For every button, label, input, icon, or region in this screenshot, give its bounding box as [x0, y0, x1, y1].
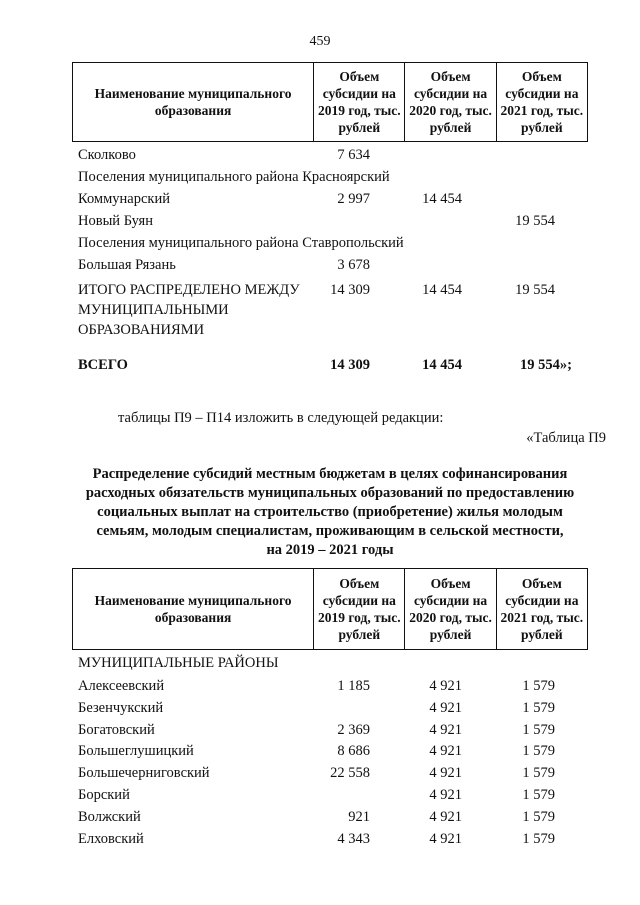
row-2021: 1 579 [522, 678, 555, 694]
row-2020: 4 921 [429, 765, 462, 782]
row-2019: 921 [348, 808, 370, 825]
table-row [78, 676, 588, 698]
title-line-3: социальных выплат на строительство (приобретение) жилья молодым [97, 504, 563, 520]
header-name: Наименование муниципального образования [73, 63, 314, 142]
total-2019: 14 309 [330, 282, 370, 298]
table-row [78, 720, 588, 742]
grand-total-2019: 14 309 [330, 357, 370, 373]
header-2021: Объем субсидии на 2021 год, тыс. рублей [496, 63, 587, 142]
row-name: Борский [78, 787, 130, 803]
row-2021: 1 579 [522, 808, 555, 825]
row-2020: 14 454 [422, 191, 462, 207]
page-number: 459 [309, 34, 331, 49]
row-2020: 4 921 [429, 743, 462, 760]
row-name: Алексеевский [78, 678, 165, 694]
table-row [78, 211, 588, 233]
total-values [78, 280, 588, 302]
total-2020: 14 454 [422, 282, 462, 298]
row-2019: 3 678 [337, 257, 370, 273]
section-label: МУНИЦИПАЛЬНЫЕ РАЙОНЫ [78, 655, 279, 671]
title-line-4: семьям, молодым специалистам, проживающим в сельской местности, [96, 523, 564, 539]
row-2021: 19 554 [515, 213, 555, 229]
row-name: Елховский [78, 830, 144, 847]
row-2021: 1 579 [522, 721, 555, 738]
header-2019: Объем субсидии на 2019 год, тыс. рублей [314, 569, 405, 650]
amendment-paragraph: таблицы П9 – П14 изложить в следующей редакции: [118, 410, 444, 426]
table-row [78, 741, 588, 763]
table-row [78, 255, 588, 277]
row-name: Большечерниговский [78, 765, 210, 782]
row-2019: 22 558 [330, 765, 370, 782]
row-2021: 1 579 [522, 830, 555, 847]
row-2019: 4 343 [337, 830, 370, 847]
row-2021: 1 579 [522, 743, 555, 760]
table-row [78, 698, 588, 720]
row-2020: 4 921 [429, 699, 462, 716]
row-name: Коммунарский [78, 191, 170, 207]
total-line-2: МУНИЦИПАЛЬНЫМИ [78, 302, 229, 318]
table-title [72, 465, 588, 560]
title-line-2: расходных обязательств муниципальных образований по предоставлению [85, 485, 575, 501]
row-2020: 4 921 [429, 830, 462, 847]
row-name: Волжский [78, 808, 141, 825]
total-line-1: ИТОГО РАСПРЕДЕЛЕНО МЕЖДУ [78, 282, 300, 298]
total-2021: 19 554 [515, 282, 555, 298]
table-row [78, 785, 588, 807]
table-row [78, 233, 588, 255]
grand-total-label: ВСЕГО [78, 357, 128, 373]
header-2021: Объем субсидии на 2021 год, тыс. рублей [496, 569, 587, 650]
table-row [78, 829, 588, 851]
table-row [78, 145, 588, 167]
row-2021: 1 579 [522, 699, 555, 716]
grand-total-row [78, 355, 588, 377]
header-2020: Объем субсидии на 2020 год, тыс. рублей [405, 63, 496, 142]
header-2020: Объем субсидии на 2020 год, тыс. рублей [405, 569, 496, 650]
grand-total-2021: 19 554»; [520, 357, 572, 373]
section-label-row [78, 653, 588, 675]
row-name: Большая Рязань [78, 257, 176, 273]
row-name: Поселения муниципального района Ставропольский [78, 235, 404, 251]
row-2019: 2 369 [337, 721, 370, 738]
row-2021: 1 579 [522, 787, 555, 803]
row-2019: 1 185 [337, 678, 370, 694]
row-2020: 4 921 [429, 787, 462, 803]
row-name: Новый Буян [78, 213, 153, 229]
header-name: Наименование муниципального образования [73, 569, 314, 650]
row-2020: 4 921 [429, 678, 462, 694]
header-2019: Объем субсидии на 2019 год, тыс. рублей [314, 63, 405, 142]
row-2021: 1 579 [522, 765, 555, 782]
row-2020: 4 921 [429, 808, 462, 825]
row-2019: 8 686 [337, 743, 370, 760]
row-2020: 4 921 [429, 721, 462, 738]
row-2019: 7 634 [337, 147, 370, 163]
table1-header [72, 62, 588, 142]
row-name: Сколково [78, 147, 136, 163]
row-name: Большеглушицкий [78, 743, 194, 760]
table-row [78, 807, 588, 829]
title-line-1: Распределение субсидий местным бюджетам в целях софинансирования [92, 466, 568, 482]
total-line-3: ОБРАЗОВАНИЯМИ [78, 322, 205, 338]
row-name: Богатовский [78, 721, 155, 738]
row-name: Поселения муниципального района Красноярский [78, 169, 390, 185]
table-row [78, 763, 588, 785]
grand-total-2020: 14 454 [422, 357, 462, 373]
row-2019: 2 997 [337, 191, 370, 207]
table-row [78, 167, 588, 189]
table2-header [72, 568, 588, 650]
row-name: Безенчукский [78, 699, 164, 716]
title-line-5: на 2019 – 2021 годы [266, 542, 394, 558]
table-row [78, 189, 588, 211]
table-reference: «Таблица П9 [526, 430, 606, 446]
